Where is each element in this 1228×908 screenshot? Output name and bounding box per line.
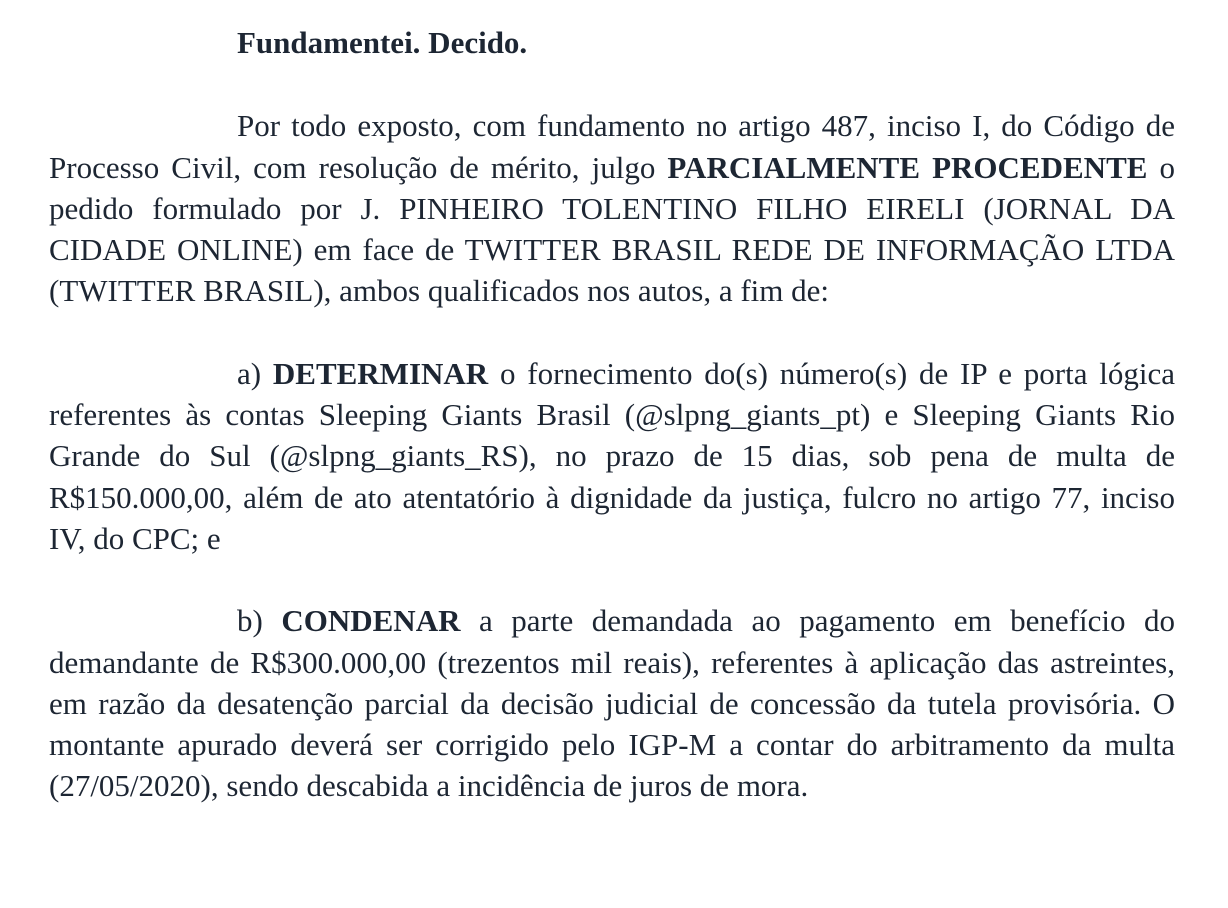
item-label: a)	[237, 355, 273, 391]
condenar-bold: CONDENAR	[281, 603, 461, 639]
paragraph-text: o fornecimento do(s) número(s) de IP e porta lógica referentes às contas Sleeping Giants Brasil (@slpng_giants_pt) e Sleeping Giants Rio Grande do Sul (@slpng_giants_RS), no prazo de 15 dias, sob pena de multa de R$150.000,00, além de ato atentatório à dignidade da justiça, fulcro no artigo 77, inciso IV, do CPC; e	[49, 355, 1175, 556]
decision-heading: Fundamentei. Decido.	[237, 25, 528, 60]
item-b-paragraph	[49, 600, 1175, 806]
verdict-bold: PARCIALMENTE PROCEDENTE	[667, 149, 1148, 185]
paragraph-text: o pedido formulado por J. PINHEIRO TOLENTINO FILHO EIRELI (JORNAL DA CIDADE ONLINE) em face de TWITTER BRASIL REDE DE INFORMAÇÃO LTDA (TWITTER BRASIL), ambos qualificados nos autos, a fim de:	[49, 149, 1176, 309]
determinar-bold: DETERMINAR	[272, 355, 489, 391]
item-label: b)	[237, 603, 282, 639]
paragraph-text: Por todo exposto, com fundamento no artigo 487, inciso I, do Código de Processo Civil, com resolução de mérito, julgo	[49, 108, 1175, 185]
paragraph-text: a parte demandada ao pagamento em benefício do demandante de R$300.000,00 (trezentos mil reais), referentes à aplicação das astreintes, em razão da desatenção parcial da decisão judicial de concessão da tutela provisória. O montante apurado deverá ser corrigido pelo IGP-M a contar do arbitramento da multa (27/05/2020), sendo descabida a incidência de juros de mora.	[49, 603, 1176, 804]
document-page	[49, 22, 1175, 807]
item-a-paragraph	[49, 353, 1175, 559]
dispositivo-paragraph	[49, 105, 1175, 311]
